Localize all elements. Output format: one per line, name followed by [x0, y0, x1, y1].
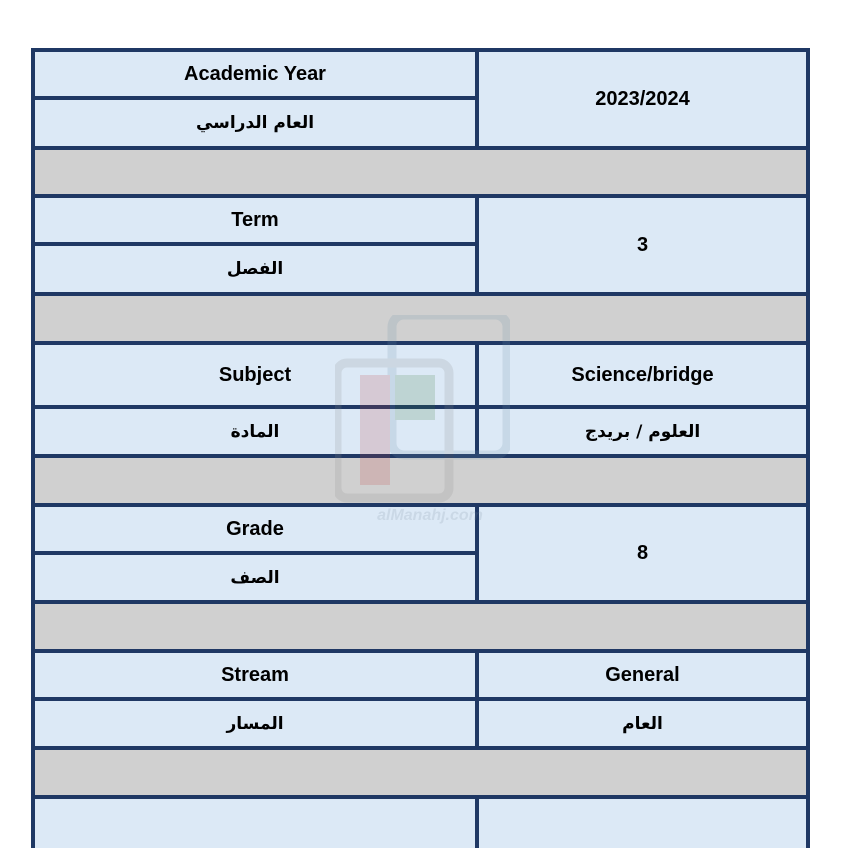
- term-label-ar: الفصل: [35, 246, 475, 292]
- term-value: 3: [479, 198, 806, 292]
- separator-row: [35, 750, 806, 795]
- subject-label-en: Subject: [35, 345, 475, 405]
- empty-cell: [479, 799, 806, 848]
- separator-row: [35, 296, 806, 341]
- term-label-en: Term: [35, 198, 475, 242]
- separator-row: [35, 458, 806, 503]
- grade-value: 8: [479, 507, 806, 600]
- academic-year-label-en: Academic Year: [35, 52, 475, 96]
- grade-label-ar: الصف: [35, 555, 475, 600]
- subject-value-en: Science/bridge: [479, 345, 806, 405]
- empty-cell: [35, 799, 475, 848]
- academic-year-label-ar: العام الدراسي: [35, 100, 475, 146]
- stream-label-en: Stream: [35, 653, 475, 697]
- separator-row: [35, 604, 806, 649]
- info-table: [31, 48, 810, 848]
- stream-value-ar: العام: [479, 701, 806, 746]
- grade-label-en: Grade: [35, 507, 475, 551]
- separator-row: [35, 150, 806, 194]
- stream-value-en: General: [479, 653, 806, 697]
- subject-label-ar: المادة: [35, 409, 475, 454]
- academic-year-value: 2023/2024: [479, 52, 806, 146]
- stream-label-ar: المسار: [35, 701, 475, 746]
- subject-value-ar: العلوم / بريدج: [479, 409, 806, 454]
